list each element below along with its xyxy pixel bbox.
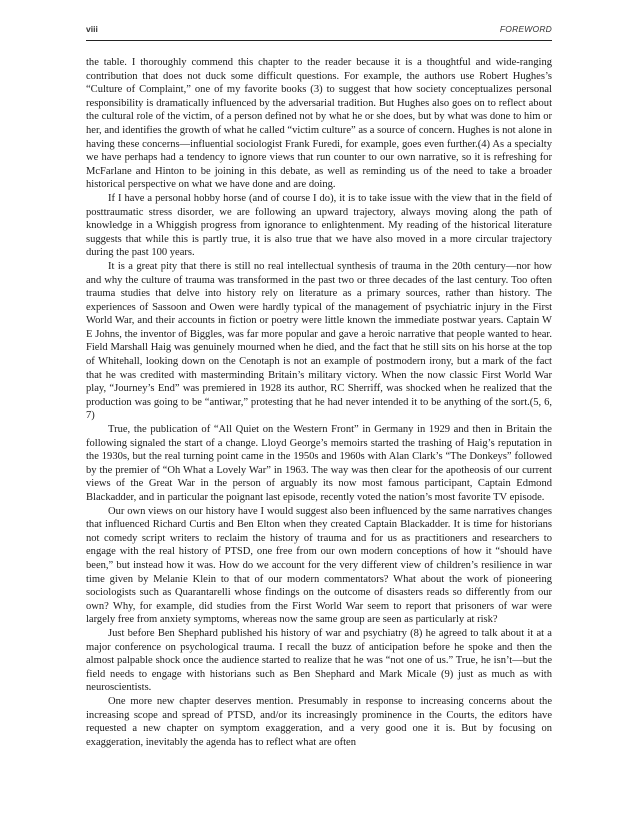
page-header — [86, 24, 552, 34]
body-text — [86, 56, 552, 818]
paragraph: Just before Ben Shephard published his history of war and psychiatry (8) he agreed to talk about it at a major conference on psychological trauma. I recall the buzz of anticipation before he spoke and then the almost palpable shock once the audience started to realize that he was “not one of us.” True, he isn’t—but the field needs to engage with historians such as Ben Shephard and Mark Micale (9) just as much as with neuroscientists. — [86, 627, 552, 694]
paragraph: If I have a personal hobby horse (and of course I do), it is to take issue with the view that in the field of posttraumatic stress disorder, we are following an upward trajectory, always moving along the path of knowledge in a Whiggish progress from ignorance to enlightenment. My reading of the historical literature suggests that while this is partly true, it is also true that we have also moved in a more circular trajectory during the past 100 years. — [86, 192, 552, 259]
paragraph: Our own views on our history have I would suggest also been influenced by the same narratives changes that influenced Richard Curtis and Ben Elton when they created Captain Blackadder. It is time for historians not comedy script writers to reclaim the history of trauma and for us as practitioners and researchers to engage with the real history of PTSD, one free from our own modern conceptions of how it “should have been,” but instead how it was. How do we account for the very different view of children’s resilience in war time given by Melanie Klein to that of our modern commentators? What about the work of pioneering sociologists such as Quarantarelli whose findings on the outcome of disasters reads so differently from our own? Why, for example, did studies from the First World War seem to report that prisoners of war were largely free from anxiety symptoms, whereas now the same group are seen as particularly at risk? — [86, 505, 552, 626]
paragraph: One more new chapter deserves mention. Presumably in response to increasing concerns about the increasing scope and spread of PTSD, and/or its increasingly prominence in the Courts, the editors have requested a new chapter on symptom exaggeration, and a very good one it is. But by focusing on exaggeration, inevitably the agenda has to reflect what are often — [86, 695, 552, 748]
paragraph-continued: the table. I thoroughly commend this chapter to the reader because it is a thoughtful and wide-ranging contribution that does not duck some difficult questions. For example, the authors use Robert Hughes’s “Culture of Complaint,” one of my favorite books (3) to suggest that how society conceptualizes personal responsibility is dramatically influenced by the adversarial tradition. But Hughes also goes on to reflect about the cultural role of the victim, of a person defined not by what he or she does, but by what was done to him or her, and identifies the growth of what he called “victim culture” as a source of concern. Hughes is not alone in having these concerns—influential sociologist Frank Furedi, for example, goes even further.(4) As a specialty we have perhaps had a tendency to ignore views that run counter to our own narrative, so it is refreshing for McFarlane and Hinton to be joining in this debate, as well as reminding us of the need to take a broader historical perspective on what we have done and are doing. — [86, 57, 552, 191]
paragraph: It is a great pity that there is still no real intellectual synthesis of trauma in the 20th century—nor how and why the culture of trauma was transformed in the past two or three decades of the last century. Too often trauma studies that delve into history rely on literature as a primary sources, rather than history. The experiences of Sassoon and Owen were hardly typical of the management of psychiatric injury in the First World War, and their accounts in fiction or poetry were little known the immediate postwar years. Captain W E Johns, the inventor of Biggles, was far more popular and gave a heroic narrative that people wanted to hear. Field Marshall Haig was genuinely mourned when he died, and the fact that he still sits on his horse at the top of Whitehall, looking down on the Cenotaph is not an example of postmodern irony, but a mark of the fact that he was credited with masterminding Britain’s military victory. When the now classic First World War play, “Journey’s End” was premiered in 1928 its author, RC Sherriff, was shocked when he realized that the production was going to be “antiwar,” protesting that he had never intended it to be anything of the sort.(5, 6, 7) — [86, 260, 552, 422]
page-number: viii — [86, 24, 98, 34]
running-head: FOREWORD — [499, 24, 552, 34]
paragraph: True, the publication of “All Quiet on the Western Front” in Germany in 1929 and then in Britain the following signaled the start of a change. Lloyd George’s memoirs started the trashing of Haig’s reputation in the 1930s, but the real turning point came in the 1950s and 1960s with Alan Clark’s “The Donkeys” followed by the premier of “Oh What a Lovely War” in 1963. The way was then clear for the apotheosis of our current views of the Great War in the person of arguably its now most famous participant, Captain Edmond Blackadder, and in particular the poignant last episode, recently voted the nation’s most favorite TV episode. — [86, 424, 552, 503]
header-rule — [86, 40, 552, 41]
